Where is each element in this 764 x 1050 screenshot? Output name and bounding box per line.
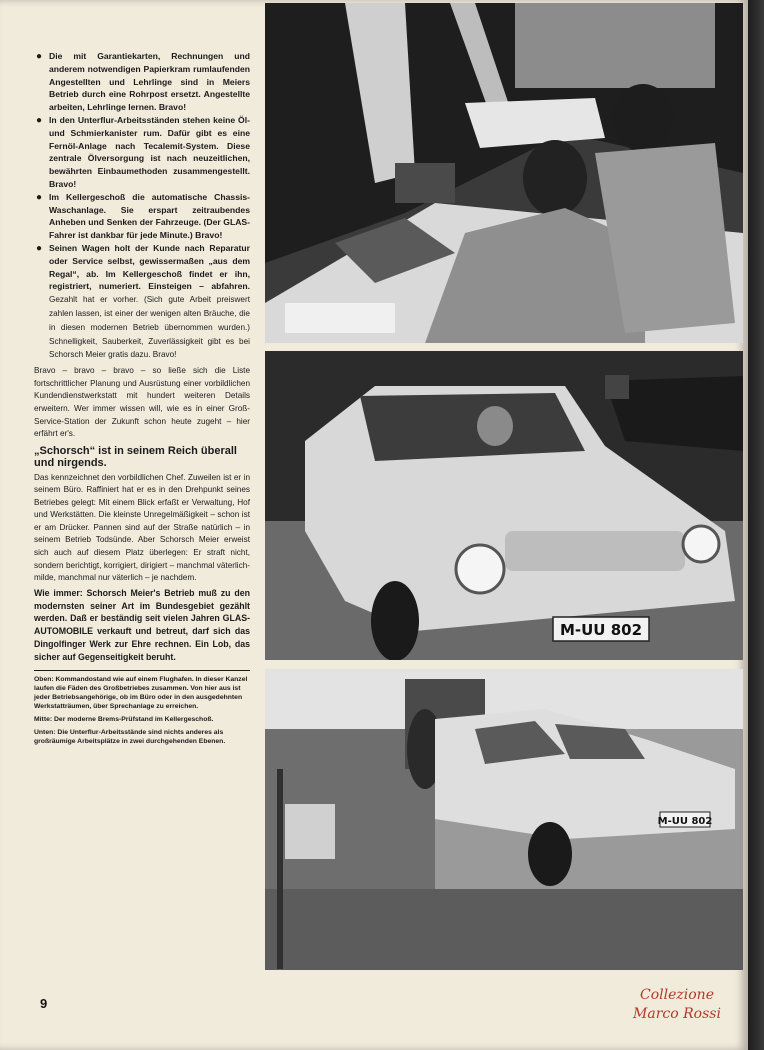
photo-workshop-floor [265,669,743,970]
bullet-text: In den Unterflur-Arbeitsständen stehen keine Öl- und Schmierkanister rum. Dafür gibt es eine Fernöl-Anlage nach Tecalemit-System. Diese zentrale Ölversorgung ist nach neuzeitlichen, bewährten Einbaumethoden zusammengestellt. Bravo! [49,114,250,189]
watermark-line: Collezione [640,987,714,1003]
license-plate-text: M-UU 802 [559,621,643,639]
bullet-item [34,242,250,362]
collection-watermark [622,986,732,1024]
paragraph: Bravo – bravo – bravo – so ließe sich die Liste fortschrittlicher Planung und Ausrüstung einer vorbildlichen Kundendienstwerkstatt mit hundert weiteren Details erweitern. Wer immer wissen will, wie es in einer Groß-Service-Station der Zukunft schon heute zugeht – hier erfährt er's. [34,366,250,439]
bullet-dot-icon: ● [36,51,43,62]
caption-top: Oben: Kommandostand wie auf einem Flughafen. In dieser Kanzel laufen die Fäden des Großbetriebes zusammen. Von hier aus ist jeder Betriebsangehörige, ob im Büro oder in den ausgedehnten Werkstatträumen, über Sprechanlage zu erreichen. [34,675,248,710]
page-number: 9 [40,996,48,1011]
paragraph-continuation: Gezahlt hat er vorher. (Sich gute Arbeit preiswert zahlen lassen, ist einer der wenigen alten Bräuche, die in diesen modernen Betrieb übernommen wurden.) Schnelligkeit, Sauberkeit, Zuverlässigkeit gibt es bei Schorsch Meier gratis dazu. Bravo! [49,295,250,360]
caption-bottom: Unten: Die Unterflur-Arbeitsstände sind nichts anderes als großräumige Arbeitsplätze in zwei durchgehenden Ebenen. [34,728,226,745]
watermark-line: Marco Rossi [633,1006,721,1022]
bullet-text: Die mit Garantiekarten, Rechnungen und anderem notwendigen Papierkram rumlaufenden Angestellten und Lehrlinge sind in Meiers Betrieb durch eine Rohrpost ersetzt. Angestellte arbeiten, Lehrlinge lernen. Bravo! [49,51,250,113]
bullet-dot-icon: ● [36,114,43,126]
bullet-dot-icon: ● [36,191,43,203]
bullet-text: Im Kellergeschoß die automatische Chassis-Waschanlage. Sie erspart zeitraubendes Anheben und Senken der Fahrzeuge. (Der GLAS-Fahrer ist dankbar für jede Minute.) Bravo! [49,191,250,241]
bullet-item [34,191,250,242]
photo-control-room [265,3,743,343]
bullet-item [34,50,250,114]
paragraph: Das kennzeichnet den vorbildlichen Chef. Zuweilen ist er in seinem Büro. Raffiniert hat er es in den Drehpunkt seines Betriebes gelegt: Mit einem Blick erfaßt er Verwaltung, Hof und Werkstätten. Die kleinste Unregelmäßigkeit – schon ist er am Drücker. Pannen sind auf der Straße natürlich – in seinem Betrieb Todsünde. Aber Schorsch Meier erweist sich auch auf diesem Platz überlegen: Er straft nicht, sondern berichtigt, korrigiert, dirigiert – manchmal väterlich-milde, manchmal nur väterlich – je nachdem. [34,472,250,583]
caption-middle: Mitte: Der moderne Brems-Prüfstand im Kellergeschoß. [34,715,214,723]
bullet-item [34,114,250,191]
bullet-text: Seinen Wagen holt der Kunde nach Reparatur oder Service selbst, gewissermaßen „aus dem Regal“, ab. Im Kellergeschoß findet er ihn, registriert, numeriert. Einsteigen – abfahren. [49,242,250,292]
text-column [34,50,250,750]
closing-paragraph: Wie immer: Schorsch Meier's Betrieb muß zu den modernsten seiner Art im Bundesgebiet gezählt werden. Daß er beständig seit vielen Jahren GLAS-AUTOMOBILE verkauft und betreut, darf sich das Dingolfinger Werk zur Ehre rechnen. Ein Lob, das sicher auf Gegenseitigkeit beruht. [34,587,250,662]
section-heading: „Schorsch“ ist in seinem Reich überall und nirgends. [34,444,237,470]
page-binding-edge [748,0,764,1050]
license-plate-text: M-UU 802 [657,816,713,827]
bullet-dot-icon: ● [36,242,43,254]
divider [34,670,250,671]
photo-brake-tester [265,351,743,660]
